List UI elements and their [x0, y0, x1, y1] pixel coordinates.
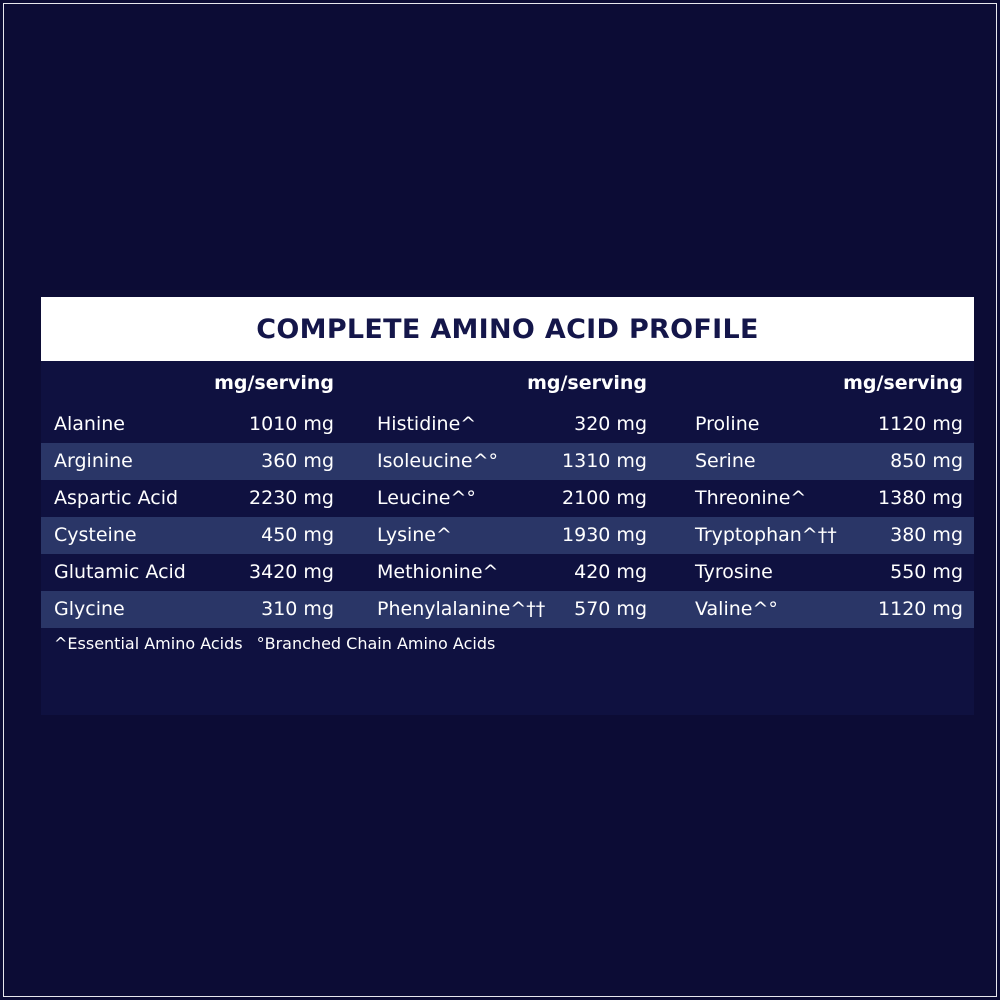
table-row — [41, 517, 974, 554]
amino-acid-name: Alanine — [54, 413, 125, 435]
amino-acid-amount: 3420 mg — [249, 561, 334, 583]
table-row — [41, 443, 974, 480]
table-row — [41, 406, 974, 443]
amino-acid-name: Glycine — [54, 598, 125, 620]
footnote-essential: ^Essential Amino Acids — [54, 634, 243, 653]
table-row — [41, 480, 974, 517]
title-bar — [41, 297, 974, 361]
amino-acid-amount: 1120 mg — [878, 598, 963, 620]
column-header: mg/serving — [843, 372, 963, 394]
amino-acid-amount: 2100 mg — [562, 487, 647, 509]
amino-acid-amount: 380 mg — [890, 524, 963, 546]
amino-acid-amount: 570 mg — [574, 598, 647, 620]
amino-acid-name: Serine — [695, 450, 756, 472]
panel-title: COMPLETE AMINO ACID PROFILE — [256, 313, 759, 345]
image-frame — [3, 3, 997, 997]
amino-acid-amount: 1010 mg — [249, 413, 334, 435]
amino-acid-amount: 320 mg — [574, 413, 647, 435]
amino-acid-name: Proline — [695, 413, 760, 435]
footnote — [54, 634, 495, 653]
amino-acid-name: Histidine^ — [377, 413, 477, 435]
amino-acid-amount: 420 mg — [574, 561, 647, 583]
amino-acid-name: Threonine^ — [695, 487, 807, 509]
amino-acid-name: Tyrosine — [695, 561, 773, 583]
amino-acid-amount: 1310 mg — [562, 450, 647, 472]
amino-acid-amount: 1120 mg — [878, 413, 963, 435]
amino-acid-amount: 850 mg — [890, 450, 963, 472]
column-header: mg/serving — [527, 372, 647, 394]
amino-acid-name: Glutamic Acid — [54, 561, 186, 583]
amino-acid-table — [41, 406, 974, 628]
amino-acid-name: Leucine^° — [377, 487, 476, 509]
footnote-branched-chain: °Branched Chain Amino Acids — [256, 634, 496, 653]
amino-acid-name: Lysine^ — [377, 524, 452, 546]
amino-acid-amount: 450 mg — [261, 524, 334, 546]
column-header: mg/serving — [214, 372, 334, 394]
table-row — [41, 554, 974, 591]
amino-acid-name: Phenylalanine^†† — [377, 598, 546, 620]
column-header-row — [41, 366, 974, 400]
amino-acid-amount: 310 mg — [261, 598, 334, 620]
amino-acid-panel — [41, 297, 974, 715]
amino-acid-amount: 1380 mg — [878, 487, 963, 509]
amino-acid-name: Aspartic Acid — [54, 487, 179, 509]
amino-acid-name: Tryptophan^†† — [695, 524, 837, 546]
amino-acid-amount: 360 mg — [261, 450, 334, 472]
amino-acid-amount: 550 mg — [890, 561, 963, 583]
amino-acid-amount: 1930 mg — [562, 524, 647, 546]
amino-acid-name: Methionine^ — [377, 561, 499, 583]
amino-acid-amount: 2230 mg — [249, 487, 334, 509]
amino-acid-name: Isoleucine^° — [377, 450, 499, 472]
amino-acid-name: Arginine — [54, 450, 133, 472]
amino-acid-name: Valine^° — [695, 598, 778, 620]
amino-acid-name: Cysteine — [54, 524, 137, 546]
table-row — [41, 591, 974, 628]
